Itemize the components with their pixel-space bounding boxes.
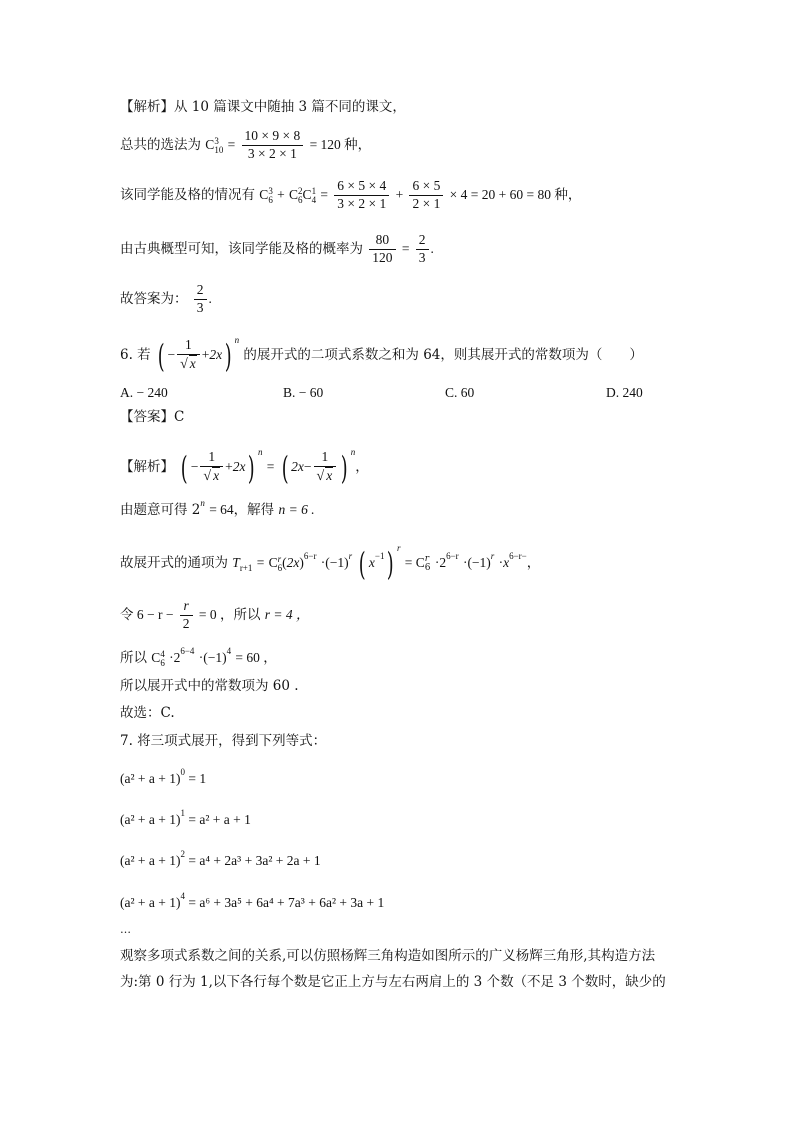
total-selections-line: 总共的选法为 C 3 10 = $\frac{10 \times 9 \times 8}{3 \times 2 \times 1}$ = 120 种， [120, 128, 372, 161]
general-term-line: 故展开式的通项为 $T_{r+1} = C$ r 6 $(2x)^{6-r} \cdot(-1)^r$ ( $x^{-1}$) $^r$ = C r 6 $\cdot 2^{6-r} \cdot(-1)^r \cdot x^{6-r-}$， [120, 543, 541, 583]
paragraph-line-1: 观察多项式系数之间的关系,可以仿照杨辉三角构造如图所示的广义杨辉三角形,其构造方法 [120, 948, 656, 964]
question-7: 7. 将三项式展开，得到下列等式： [120, 733, 327, 749]
answer-label: 【答案】C [120, 409, 185, 425]
fraction-80-120: $\frac{80}{120}$ [369, 232, 395, 267]
fraction-10x9x8: $\frac{10 \times 9 \times 8}{3 \times 2 \times 1}$ [242, 128, 304, 163]
question-6: 6. 若 ( − $\frac{1}{√ x}$ +2x) $^n$ 的展开式的二项式系数之和为 64，则其展开式的常数项为（ ） [120, 335, 643, 375]
solve-n-line: 由题意可得 2$^n$ = 64，解得 n = 6 . [120, 498, 315, 518]
choose-line: 故选：C. [120, 705, 175, 721]
answer-line: 故答案为： $\frac{2}{3}$ . [120, 282, 212, 315]
fraction-6x5x4: $\frac{6 \times 5 \times 4}{3 \times 2 \times 1}$ [334, 178, 389, 213]
fraction-2-3: $\frac{2}{3}$ [416, 232, 429, 267]
analysis-line-1: 【解析】从 10 篇课文中随抽 3 篇不同的课文， [120, 99, 406, 115]
expansion-4: $(a^2 + a + 1)^4 = a^6 + 3a^5 + 6a^4 + 7a^3 + 6a^2 + 3a + 1$ [120, 891, 385, 910]
set-zero-line: 令 6 − r − $\frac{r}{2}$ = 0 ，所以 r = 4 ， [120, 598, 310, 631]
ellipsis: … [120, 923, 131, 936]
option-b[interactable]: B. − 60 [283, 385, 324, 400]
fraction-6x5: $\frac{6 \times 5}{2 \times 1}$ [409, 178, 443, 213]
combination-c10-3: C 3 10 [205, 135, 224, 155]
fraction-answer-2-3: $\frac{2}{3}$ [194, 282, 207, 317]
expansion-0: $(a^2 + a + 1)^0 = 1$ [120, 767, 207, 786]
expansion-2: $(a^2 + a + 1)^2 = a^4 + 2a^3 + 3a^2 + 2a + 1$ [120, 849, 321, 868]
option-a[interactable]: A. − 240 [120, 385, 168, 400]
analysis-rewrite-line: 【解析】 ( − $\frac{1}{√ x}$ +2x) $^n$ = ( 2x− $\frac{1}{√ x}$ ) $^n$， [120, 447, 369, 487]
compute-line: 所以 C 4 6 $\cdot 2^{6-4} \cdot(-1)^4 = 60$ ， [120, 646, 277, 668]
constant-term-line: 所以展开式中的常数项为 60 . [120, 678, 299, 694]
option-d[interactable]: D. 240 [606, 385, 643, 400]
paragraph-line-2: 为:第 0 行为 1,以下各行每个数是它正上方与左右两肩上的 3 个数（不足 3 个数时，缺少的 [120, 974, 666, 990]
option-c[interactable]: C. 60 [445, 385, 475, 400]
probability-line: 由古典概型可知，该同学能及格的概率为 $\frac{80}{120}$ = $\frac{2}{3}$ . [120, 232, 434, 265]
expansion-1: $(a^2 + a + 1)^1 = a^2 + a + 1$ [120, 808, 251, 827]
pass-cases-line: 该同学能及格的情况有 C 3 6 + C 2 6 C 1 4 = $\frac{6 \times 5 \times 4}{3 \times 2 \times 1}$ + $\frac{6 \times 5}{2 \times 1}$ × 4 = 20 + 60 = 80 种， [120, 178, 582, 211]
